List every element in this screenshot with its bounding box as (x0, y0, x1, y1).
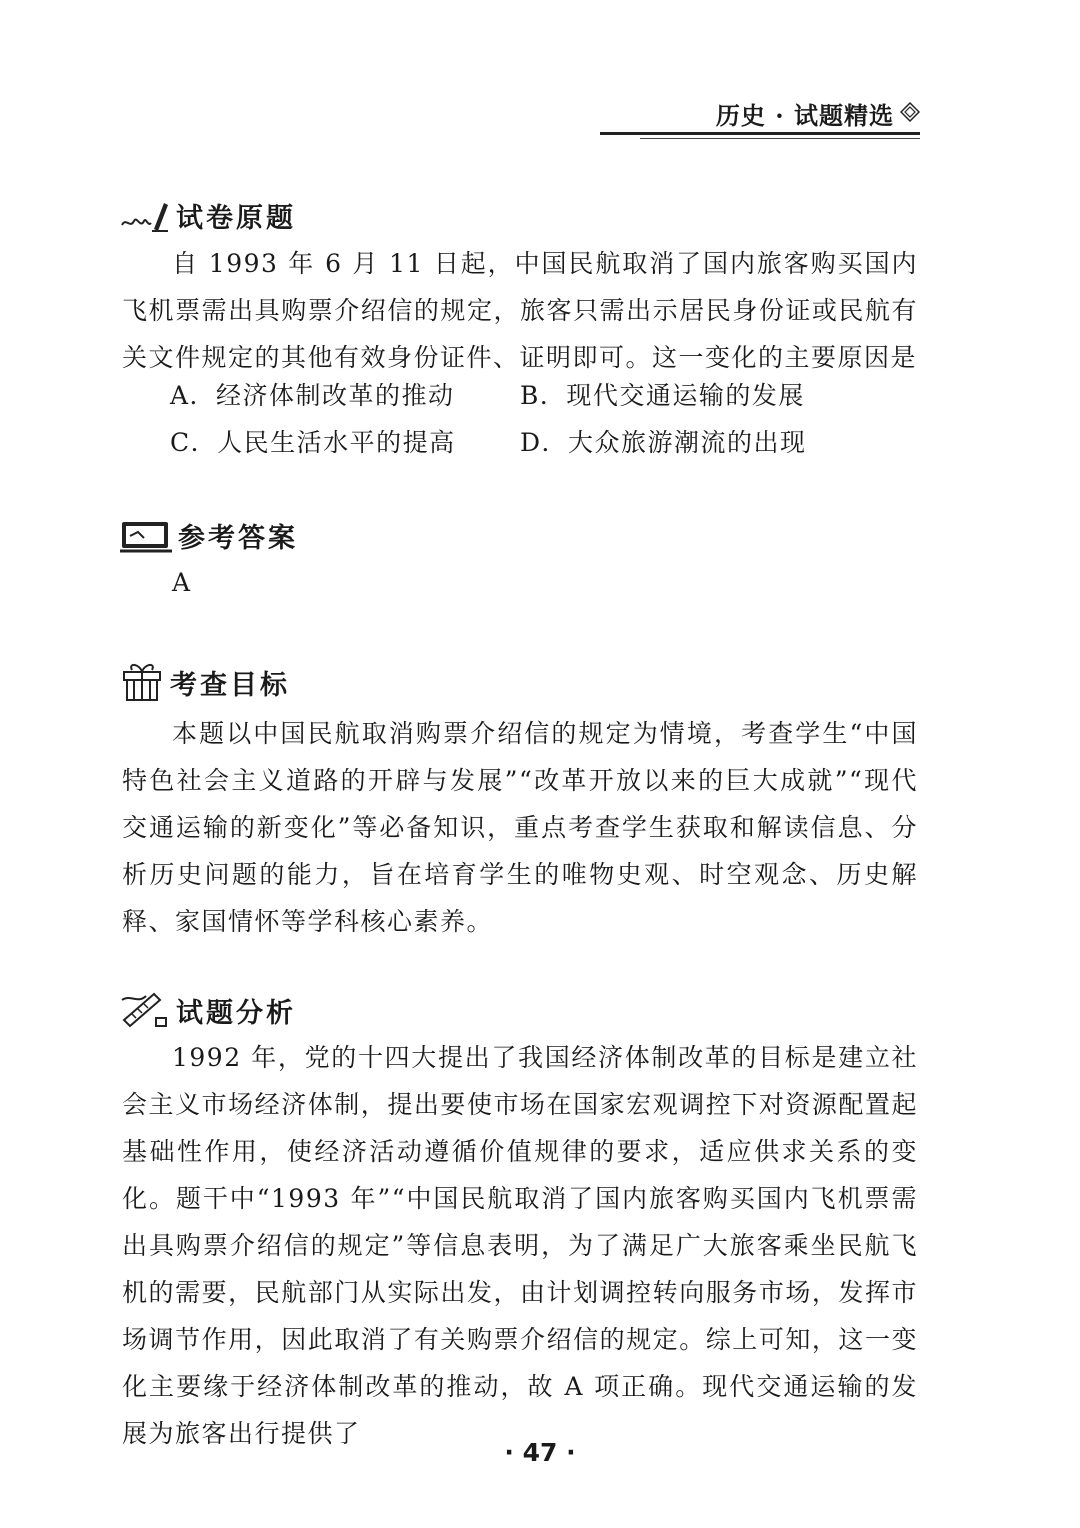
pen-writing-icon (120, 199, 170, 233)
option-a: A．经济体制改革的推动 (170, 381, 455, 410)
option-d: D．大众旅游潮流的出现 (520, 428, 807, 457)
header-rule-thin (640, 138, 920, 139)
analysis-section-title (120, 990, 296, 1030)
goal-text: 本题以中国民航取消购票介绍信的规定为情境，考查学生“中国特色社会主义道路的开辟与发展”“改革开放以来的巨大成就”“现代交通运输的新变化”等必备知识，重点考查学生获取和解读信息、分析历史问题的能力，旨在培育学生的唯物史观、时空观念、历史解释、家国情怀等学科核心素养。 (122, 719, 918, 936)
blackboard-icon (120, 518, 172, 554)
header-rule (600, 132, 920, 135)
gift-box-icon (120, 662, 164, 702)
diamond-ornament-icon (900, 99, 920, 128)
answer-title-text: 参考答案 (178, 523, 298, 554)
page-number: · 47 · (504, 1438, 576, 1467)
question-section-title (120, 196, 296, 235)
answer-section-title (120, 516, 298, 555)
goal-section-title (120, 662, 290, 702)
option-b: B．现代交通运输的发展 (520, 381, 805, 410)
ruler-pencil-icon (120, 990, 170, 1030)
answer-value: A (172, 568, 191, 597)
option-list (170, 372, 870, 466)
analysis-text: 1992 年，党的十四大提出了我国经济体制改革的目标是建立社会主义市场经济体制，提出要使市场在国家宏观调控下对资源配置起基础性作用，使经济活动遵循价值规律的要求，适应供求关系的变化。题干中“1993 年”“中国民航取消了国内旅客购买国内飞机票需出具购票介绍信的规定”等信息表明，为了满足广大旅客乘坐民航飞机的需要，民航部门从实际出发，由计划调控转向服务市场，发挥市场调节作用，因此取消了有关购票介绍信的规定。综上可知，这一变化主要缘于经济体制改革的推动，故 A 项正确。现代交通运输的发展为旅客出行提供了 (122, 1043, 918, 1448)
running-header (716, 96, 920, 131)
question-stem: 自 1993 年 6 月 11 日起，中国民航取消了国内旅客购买国内飞机票需出具购票介绍信的规定，旅客只需出示居民身份证或民航有关文件规定的其他有效身份证件、证明即可。这一变化的主要原因是 (122, 249, 918, 372)
goal-title-text: 考查目标 (170, 669, 290, 701)
question-title-text: 试卷原题 (176, 203, 296, 234)
option-c: C．人民生活水平的提高 (170, 428, 456, 457)
analysis-title-text: 试题分析 (176, 997, 296, 1029)
header-title: 历史 · 试题精选 (715, 101, 894, 130)
